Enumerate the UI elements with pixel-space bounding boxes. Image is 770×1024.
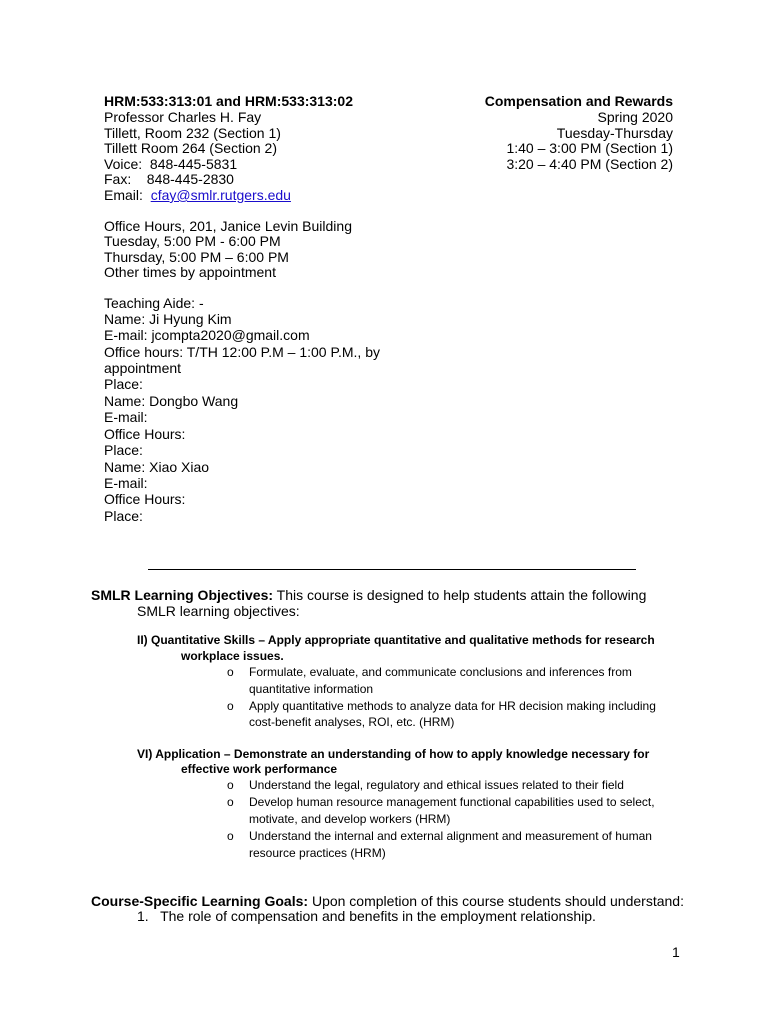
office-hours-location: Office Hours, 201, Janice Levin Building [104, 218, 352, 234]
fax-number: Fax: 848-445-2830 [104, 171, 234, 187]
smlr-objectives-text-cont: SMLR learning objectives: [137, 603, 300, 619]
objective-heading-application-cont: effective work performance [181, 762, 338, 776]
ta-line: Name: Xiao Xiao [104, 459, 210, 475]
objective-item-cont: quantitative information [249, 682, 374, 696]
objective-item: Apply quantitative methods to analyze data for HR decision making including [249, 699, 656, 713]
objective-heading-application: VI) Application – Demonstrate an understanding of how to apply knowledge necessary for [137, 747, 650, 761]
bullet-marker: o [227, 778, 234, 792]
email-link[interactable]: cfay@smlr.rutgers.edu [150, 187, 291, 203]
smlr-objectives-text: This course is designed to help students attain the following [273, 587, 647, 603]
email-label: Email: [104, 187, 151, 203]
bullet-marker: o [227, 665, 234, 679]
objective-item-cont: motivate, and develop workers (HRM) [249, 812, 451, 826]
ta-line: Office Hours: [104, 426, 186, 442]
office-hours-thursday: Thursday, 5:00 PM – 6:00 PM [104, 249, 289, 265]
voice-phone: Voice: 848-445-5831 [104, 156, 238, 172]
bullet-marker: o [227, 829, 234, 843]
bullet-marker: o [227, 699, 234, 713]
objective-heading-quantitative-cont: workplace issues. [181, 649, 284, 663]
learning-goal-item: 1. The role of compensation and benefits in the employment relationship. [137, 908, 596, 924]
ta-line: appointment [104, 360, 182, 376]
ta-line: Office hours: T/TH 12:00 P.M – 1:00 P.M., by [104, 344, 380, 360]
ta-line: E-mail: jcompta2020@gmail.com [104, 327, 310, 343]
ta-line: E-mail: [104, 475, 148, 491]
ta-line: Place: [104, 508, 143, 524]
room-section-2: Tillett Room 264 (Section 2) [104, 140, 277, 156]
office-hours-tuesday: Tuesday, 5:00 PM - 6:00 PM [104, 233, 281, 249]
objective-item-cont: cost-benefit analyses, ROI, etc. (HRM) [249, 715, 455, 729]
page-number: 1 [672, 944, 680, 960]
ta-line: Place: [104, 376, 143, 392]
objective-item-cont: resource practices (HRM) [249, 846, 386, 860]
professor-name: Professor Charles H. Fay [104, 109, 262, 125]
bullet-marker: o [227, 795, 234, 809]
objective-item: Formulate, evaluate, and communicate conclusions and inferences from [249, 665, 632, 679]
meeting-time-section-1: 1:40 – 3:00 PM (Section 1) [506, 140, 673, 156]
smlr-objectives-intro [91, 588, 646, 604]
ta-line: Name: Dongbo Wang [104, 393, 239, 409]
email-line [104, 188, 291, 204]
meeting-days: Tuesday-Thursday [556, 125, 673, 141]
objective-item: Understand the internal and external alignment and measurement of human [249, 829, 652, 843]
ta-line: Place: [104, 442, 143, 458]
smlr-objectives-label: SMLR Learning Objectives: [91, 587, 274, 603]
objective-item: Understand the legal, regulatory and ethical issues related to their field [249, 778, 624, 792]
course-term: Spring 2020 [597, 109, 673, 125]
learning-goals-text: Upon completion of this course students should understand: [308, 893, 684, 909]
teaching-aide-heading: Teaching Aide: - [104, 295, 204, 311]
course-codes: HRM:533:313:01 and HRM:533:313:02 [104, 93, 353, 109]
ta-line: E-mail: [104, 409, 148, 425]
office-hours-other: Other times by appointment [104, 264, 276, 280]
meeting-time-section-2: 3:20 – 4:40 PM (Section 2) [506, 156, 673, 172]
ta-line: Office Hours: [104, 491, 186, 507]
ta-line: Name: Ji Hyung Kim [104, 311, 232, 327]
section-divider [148, 569, 636, 570]
course-title: Compensation and Rewards [484, 93, 673, 109]
room-section-1: Tillett, Room 232 (Section 1) [104, 125, 281, 141]
objective-heading-quantitative: II) Quantitative Skills – Apply appropriate quantitative and qualitative methods for research [137, 633, 655, 647]
objective-item: Develop human resource management functional capabilities used to select, [249, 795, 655, 809]
learning-goals-label: Course-Specific Learning Goals: [91, 893, 309, 909]
